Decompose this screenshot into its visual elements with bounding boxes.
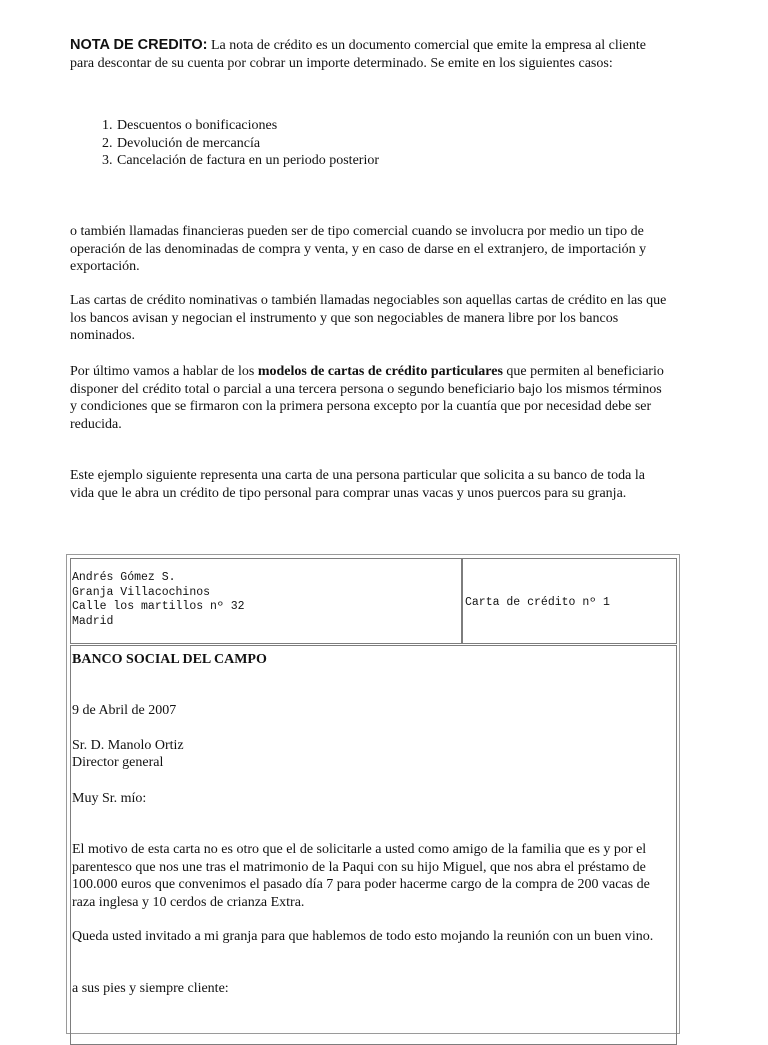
paragraph-nominativas: Las cartas de crédito nominativas o también llamadas negociables son aquellas cartas de crédito en las que los bancos avisan y negocian el instrumento y que son negociables de manera libre por los bancos nominados. xyxy=(70,293,667,343)
sender-address xyxy=(72,571,245,629)
salutation: Muy Sr. mío: xyxy=(72,791,147,806)
cases-list xyxy=(70,117,670,170)
letter-number-cell xyxy=(462,558,677,644)
paragraph-text: que permiten al beneficiario disponer del crédito total o parcial a una tercera persona o segundo beneficiario bajo los mismos términos y condiciones que se firmaron con la primera persona excepto por la cuantía que por necesidad debe ser reducida. xyxy=(70,364,664,432)
letter-invitation: Queda usted invitado a mi granja para que hablemos de todo esto mojando la reunión con un buen vino. xyxy=(72,929,654,944)
intro-text: La nota de crédito es un documento comercial que emite la empresa al cliente para descontar de su cuenta por cobrar un importe determinado. Se emite en los siguientes casos: xyxy=(70,38,646,71)
recipient-title: Director general xyxy=(72,755,164,770)
recipient-name: Sr. D. Manolo Ortiz xyxy=(72,738,184,753)
intro-heading: NOTA DE CREDITO: xyxy=(70,37,208,53)
bold-phrase: modelos de cartas de crédito particulares xyxy=(257,364,503,379)
bank-name: BANCO SOCIAL DEL CAMPO xyxy=(72,652,267,667)
letter-date: 9 de Abril de 2007 xyxy=(72,703,177,718)
letter-body-cell xyxy=(70,645,677,1045)
list-item: 1. Descuentos o bonificaciones xyxy=(116,117,670,135)
list-item: 3. Cancelación de factura en un periodo posterior xyxy=(116,152,670,170)
paragraph-example-intro: Este ejemplo siguiente representa una carta de una persona particular que solicita a su banco de toda la vida que le abra un crédito de tipo personal para comprar unas vacas y unos puercos para su granja. xyxy=(70,468,645,501)
sender-name: Andrés Gómez S. xyxy=(72,571,176,584)
paragraph-particulares xyxy=(70,363,670,433)
intro-paragraph xyxy=(70,37,670,72)
sender-city: Madrid xyxy=(72,614,114,628)
paragraph-text: Por último vamos a hablar de los xyxy=(70,364,258,379)
list-item: 2. Devolución de mercancía xyxy=(116,135,670,153)
paragraph-financieras: o también llamadas financieras pueden ser de tipo comercial cuando se involucra por medio un tipo de operación de las denominadas de compra y venta, y en caso de darse en el extranjero, de importación y exportación. xyxy=(70,224,647,274)
sender-street: Calle los martillos nº 32 xyxy=(72,600,245,613)
sender-address-cell xyxy=(70,558,462,644)
letter-body-paragraph: El motivo de esta carta no es otro que el de solicitarle a usted como amigo de la familia que es y por el parentesco que nos une tras el matrimonio de la Paqui con su hijo Miguel, que nos abra el préstamo de 100.000 euros que convenimos el pasado día 7 para poder hacerme cargo de la compra de 200 vacas de raza inglesa y 10 cerdos de crianza Extra. xyxy=(72,842,650,910)
letter-table xyxy=(66,554,680,1034)
letter-number: Carta de crédito nº 1 xyxy=(465,596,610,609)
sender-farm: Granja Villacochinos xyxy=(72,585,211,599)
letter-closing: a sus pies y siempre cliente: xyxy=(72,981,229,996)
